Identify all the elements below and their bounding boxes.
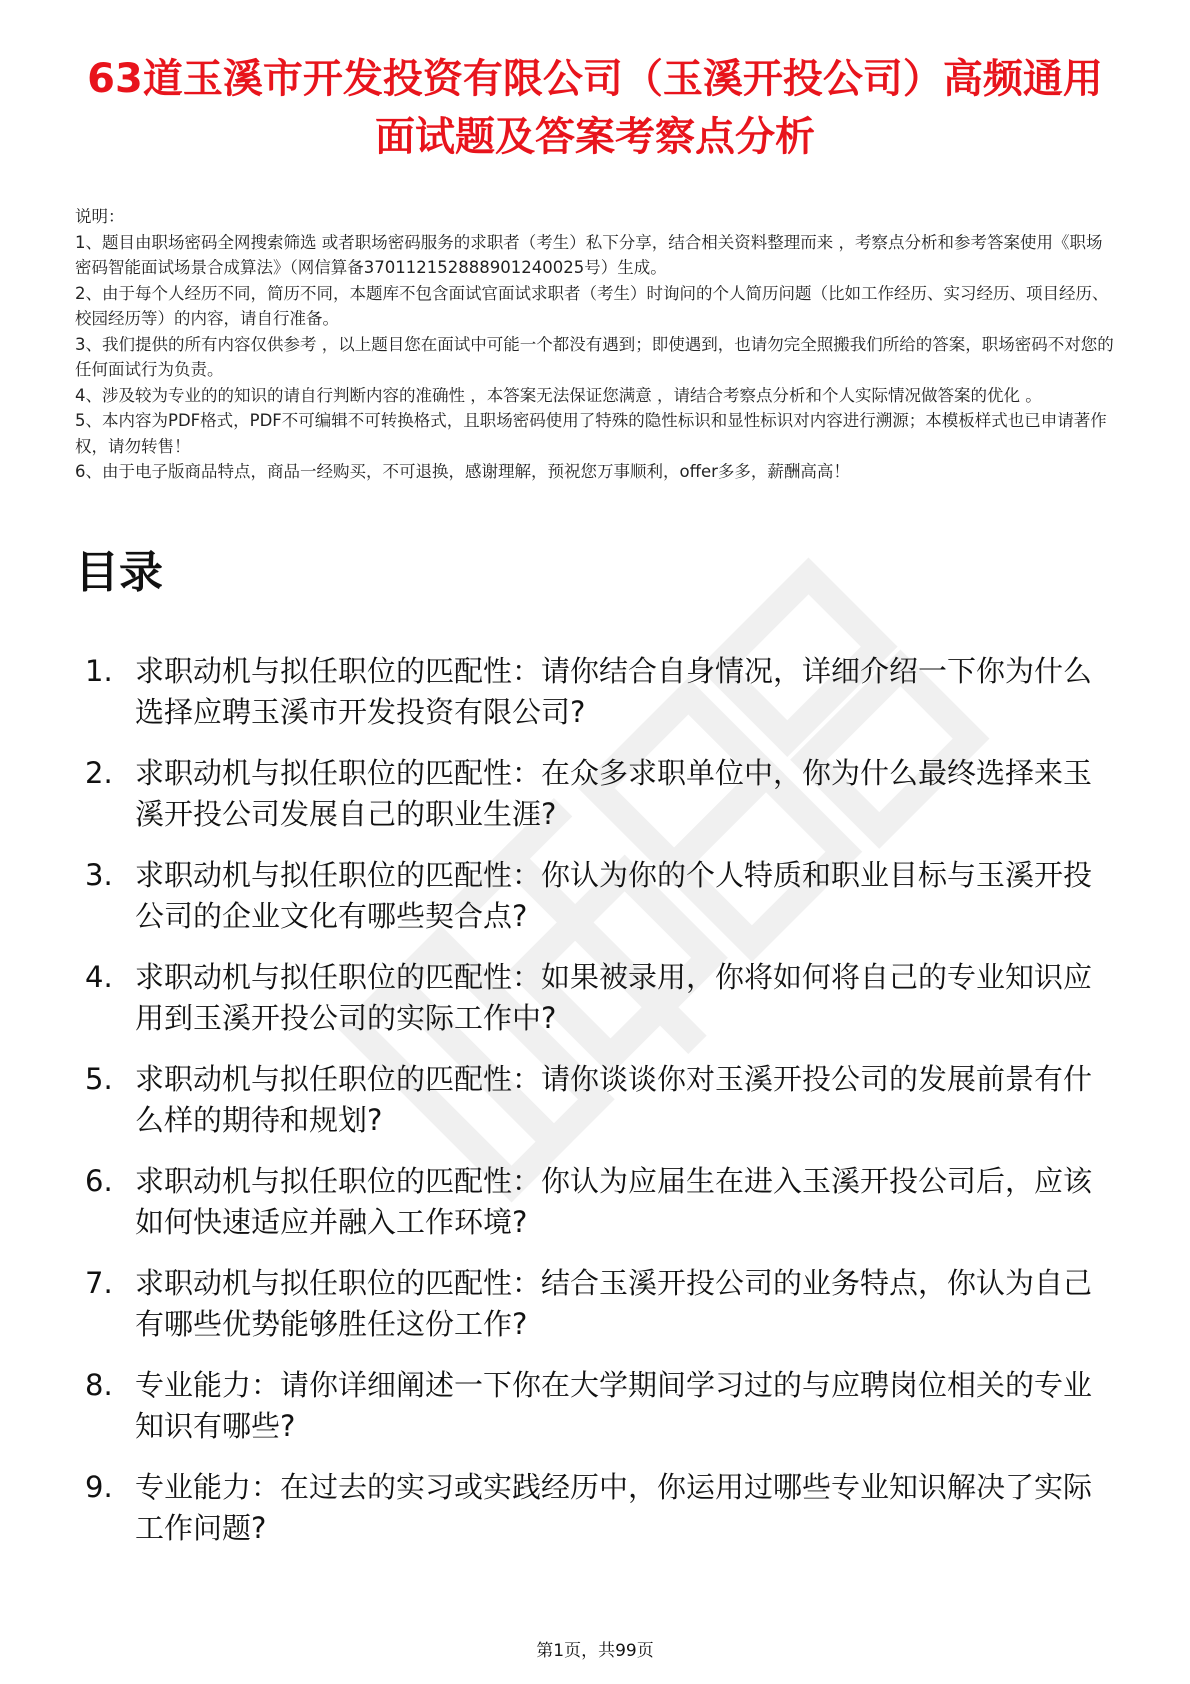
toc-item-text[interactable]: 求职动机与拟任职位的匹配性：请你谈谈你对玉溪开投公司的发展前景有什么样的期待和规划? <box>135 1061 1093 1137</box>
document-title: 63道玉溪市开发投资有限公司（玉溪开投公司）高频通用面试题及答案考察点分析 <box>87 56 1103 160</box>
toc-item-text[interactable]: 求职动机与拟任职位的匹配性：结合玉溪开投公司的业务特点，你认为自己有哪些优势能够胜任这份工作? <box>135 1265 1093 1341</box>
toc-item-number: 4. <box>85 959 113 994</box>
toc-item-number: 7. <box>85 1265 113 1300</box>
note-item: 5、本内容为PDF格式，PDF不可编辑不可转换格式，且职场密码使用了特殊的隐性标识和显性标识对内容进行溯源；本模板样式也已申请著作权，请勿转售！ <box>75 411 1107 456</box>
toc-item-text[interactable]: 求职动机与拟任职位的匹配性：你认为应届生在进入玉溪开投公司后，应该如何快速适应并融入工作环境? <box>135 1163 1093 1239</box>
toc-item-text[interactable]: 求职动机与拟任职位的匹配性：如果被录用，你将如何将自己的专业知识应用到玉溪开投公司的实际工作中? <box>135 959 1093 1035</box>
toc-item-number: 1. <box>85 653 113 688</box>
note-item: 4、涉及较为专业的的知识的请自行判断内容的准确性 ，本答案无法保证您满意 ，请结合考察点分析和个人实际情况做答案的优化 。 <box>75 385 1042 405</box>
toc-item-number: 2. <box>85 755 113 790</box>
toc-item[interactable] <box>75 1263 1115 1345</box>
toc-item-text[interactable]: 求职动机与拟任职位的匹配性：在众多求职单位中，你为什么最终选择来玉溪开投公司发展自己的职业生涯? <box>135 755 1093 831</box>
toc-item[interactable] <box>75 1467 1115 1549</box>
toc-item-text[interactable]: 求职动机与拟任职位的匹配性：请你结合自身情况，详细介绍一下你为什么选择应聘玉溪市开发投资有限公司? <box>135 653 1093 729</box>
toc-item-number: 3. <box>85 857 113 892</box>
notes-heading: 说明： <box>75 207 125 226</box>
toc-item[interactable] <box>75 855 1115 937</box>
toc-item[interactable] <box>75 753 1115 835</box>
toc-item[interactable] <box>75 1059 1115 1141</box>
toc-list <box>75 651 1115 1549</box>
page-number-footer: 第1页，共99页 <box>536 1641 654 1661</box>
toc-heading: 目录 <box>75 546 163 598</box>
note-item: 1、题目由职场密码全网搜索筛选 或者职场密码服务的求职者（考生）私下分享，结合相关资料整理而来 ，考察点分析和参考答案使用《职场密码智能面试场景合成算法》（网信算备370112152888901240025号）生成。 <box>75 232 1103 277</box>
note-item: 2、由于每个人经历不同，简历不同，本题库不包含面试官面试求职者（考生）时询问的个人简历问题（比如工作经历、实习经历、项目经历、校园经历等）的内容，请自行准备。 <box>75 283 1109 328</box>
toc-item[interactable] <box>75 1161 1115 1243</box>
notes-section <box>75 204 1115 485</box>
toc-item-number: 9. <box>85 1469 113 1504</box>
toc-item-text[interactable]: 专业能力：在过去的实习或实践经历中，你运用过哪些专业知识解决了实际工作问题? <box>135 1469 1093 1545</box>
toc-item[interactable] <box>75 651 1115 733</box>
toc-item-number: 8. <box>85 1367 113 1402</box>
toc-item-text[interactable]: 求职动机与拟任职位的匹配性：你认为你的个人特质和职业目标与玉溪开投公司的企业文化有哪些契合点? <box>135 857 1093 933</box>
toc-item-text[interactable]: 专业能力：请你详细阐述一下你在大学期间学习过的与应聘岗位相关的专业知识有哪些? <box>135 1367 1093 1443</box>
toc-item[interactable] <box>75 1365 1115 1447</box>
note-item: 3、我们提供的所有内容仅供参考 ，以上题目您在面试中可能一个都没有遇到；即使遇到，也请勿完全照搬我们所给的答案，职场密码不对您的任何面试行为负责。 <box>75 334 1114 379</box>
toc-item-number: 6. <box>85 1163 113 1198</box>
note-item: 6、由于电子版商品特点，商品一经购买，不可退换，感谢理解，预祝您万事顺利，offer多多，薪酬高高！ <box>75 462 850 481</box>
toc-item[interactable] <box>75 957 1115 1039</box>
toc-item-number: 5. <box>85 1061 113 1096</box>
